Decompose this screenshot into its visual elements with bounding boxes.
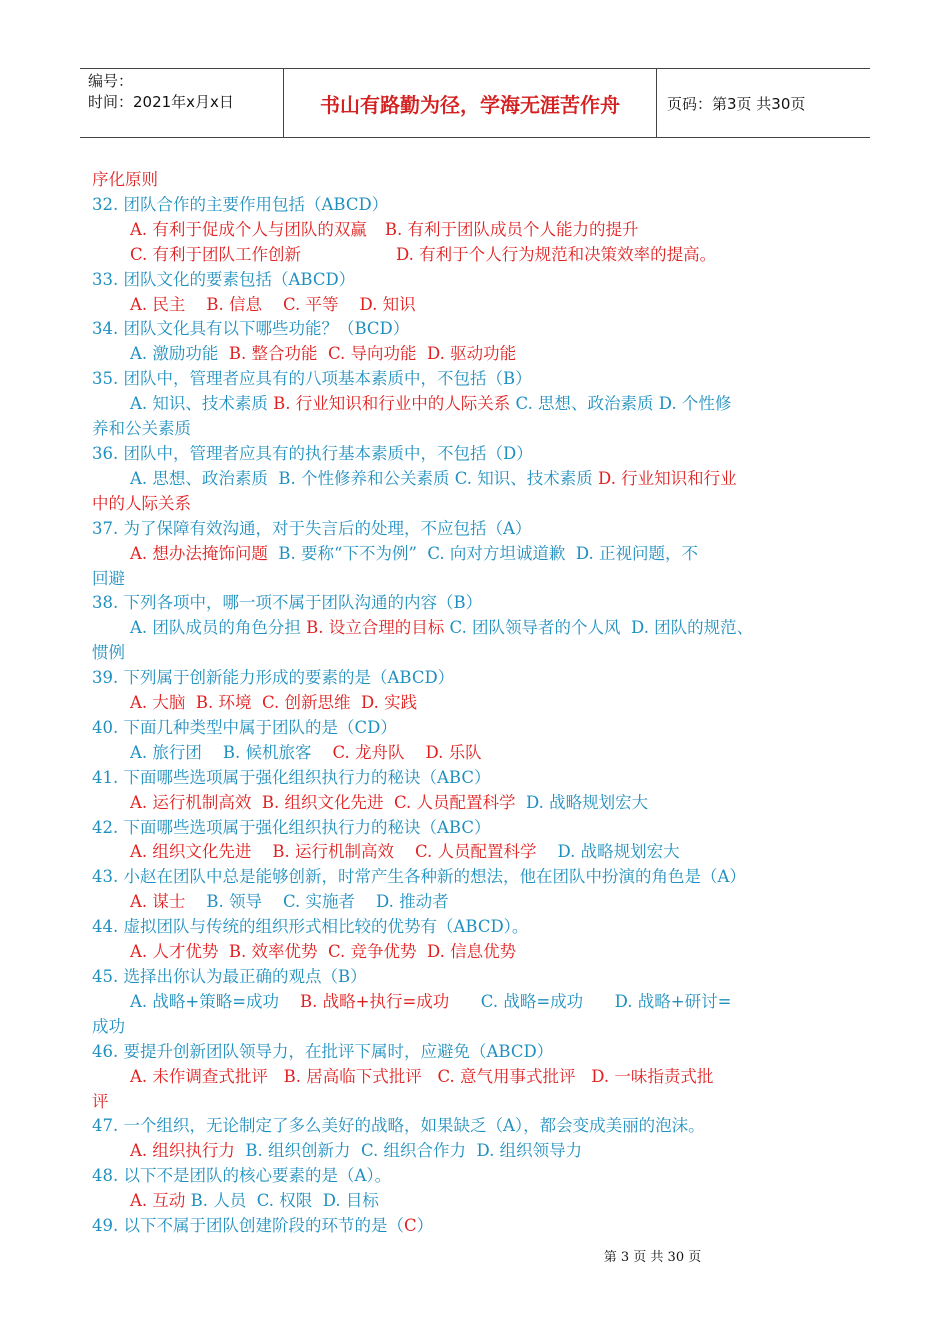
question-40: 40. 下面几种类型中属于团队的是（CD） [92,717,397,737]
option: A. 激励功能 [130,344,219,364]
option: D. 战略规划宏大 [526,792,649,812]
question-42: 42. 下面哪些选项属于强化组织执行力的秘诀（ABC） [92,817,491,837]
text-line: 养和公关素质 [92,419,191,439]
option: B. 行业知识和行业中的人际关系 [273,394,511,414]
option: C. 龙舟队 D. 乐队 [332,742,482,762]
header-motto: 书山有路勤为径，学海无涯苦作舟 [284,69,657,137]
page-header [80,68,870,138]
options-line [92,616,867,641]
option: C. 有利于团队工作创新 [130,244,302,264]
options-line [92,840,867,865]
option: A. 思想、政治素质 B. 个性修养和公关素质 C. 知识、技术素质 [130,468,593,488]
option: A. 谋士 [130,892,186,912]
option: A. 战略+策略=成功 [130,991,280,1011]
option: A. 互动 [130,1191,186,1211]
options-line [92,467,867,492]
option: B. 整合功能 C. 导向功能 D. 驱动功能 [228,344,517,364]
options-line [92,542,867,567]
question-list [92,168,867,1239]
option: B. 战略+执行=成功 [300,991,450,1011]
text-line: 评 [92,1091,109,1111]
text-line: 回避 [92,568,125,588]
option: A. 想办法掩饰问题 [130,543,268,563]
text-line: 序化原则 [92,170,158,189]
options-line [92,1139,867,1164]
option: D. 有利于个人行为规范和决策效率的提高。 [396,244,717,264]
options-line: A. 民主 B. 信息 C. 平等 D. 知识 [130,294,416,314]
options-line [92,791,867,816]
option: A. 运行机制高效 B. 组织文化先进 C. 人员配置科学 [130,792,516,812]
option: A. 团队成员的角色分担 [130,618,301,638]
options-line: A. 未作调查式批评 B. 居高临下式批评 C. 意气用事式批评 D. 一味指责式批 [130,1066,714,1086]
text-line: 中的人际关系 [92,493,191,513]
option: C. 思想、政治素质 D. 个性修 [515,394,732,414]
option: B. 组织创新力 C. 组织合作力 D. 组织领导力 [245,1141,583,1161]
options-line [92,392,867,417]
option: C. 战略=成功 D. 战略+研讨= [480,991,732,1011]
option: D. 战略规划宏大 [557,842,680,862]
code-label: 编号： [88,72,134,90]
option: B. 领导 C. 实施者 D. 推动者 [206,892,449,912]
page-footer: 第 3 页 共 30 页 [603,1250,702,1265]
option: B. 要称“下不为例” C. 向对方坦诚道歉 D. 正视问题，不 [278,543,699,563]
question-32: 32. 团队合作的主要作用包括（ABCD） [92,194,389,214]
question-text: 49. 以下不属于团队创建阶段的环节的是（ [92,1216,404,1236]
option: A. 组织执行力 [130,1141,235,1161]
option: D. 行业知识和行业 [598,468,737,488]
question-36: 36. 团队中，管理者应具有的执行基本素质中，不包括（D） [92,443,533,463]
options-line: A. 大脑 B. 环境 C. 创新思维 D. 实践 [130,693,418,713]
question-48: 48. 以下不是团队的核心要素的是（A）。 [92,1166,392,1186]
options-line [92,1189,867,1214]
question-41: 41. 下面哪些选项属于强化组织执行力的秘诀（ABC） [92,767,491,787]
answer: C [404,1216,417,1236]
question-text-end: ） [416,1216,434,1236]
header-meta [80,69,284,137]
question-47: 47. 一个组织，无论制定了多么美好的战略，如果缺乏（A），都会变成美丽的泡沫。 [92,1116,705,1136]
options-line [92,218,867,243]
question-39: 39. 下列属于创新能力形成的要素的是（ABCD） [92,668,455,688]
option: B. 人员 C. 权限 D. 目标 [190,1191,379,1211]
option: A. 知识、技术素质 [130,394,268,414]
question-37: 37. 为了保障有效沟通，对于失言后的处理，不应包括（A） [92,518,532,538]
options-line [92,342,867,367]
options-line [92,243,867,268]
header-page-info: 页码：第3页 共30页 [667,94,806,113]
option: A. 组织文化先进 B. 运行机制高效 C. 人员配置科学 [130,842,537,862]
question-33: 33. 团队文化的要素包括（ABCD） [92,269,356,289]
question-34: 34. 团队文化具有以下哪些功能？（BCD） [92,319,410,339]
option: B. 有利于团队成员个人能力的提升 [384,219,639,239]
options-line [92,990,867,1015]
question-44: 44. 虚拟团队与传统的组织形式相比较的优势有（ABCD）。 [92,917,529,937]
time-label: 时间：2021年x月x日 [88,93,234,111]
question-45: 45. 选择出你认为最正确的观点（B） [92,967,367,986]
options-line [92,741,867,766]
question-49 [92,1214,867,1239]
question-38: 38. 下列各项中，哪一项不属于团队沟通的内容（B） [92,593,483,613]
option: B. 设立合理的目标 [306,618,445,638]
option: C. 团队领导者的个人风 D. 团队的规范、 [449,618,754,638]
question-43: 43. 小赵在团队中总是能够创新，时常产生各种新的想法，他在团队中扮演的角色是（A） [92,867,746,887]
text-line: 成功 [92,1016,125,1036]
question-35: 35. 团队中，管理者应具有的八项基本素质中，不包括（B） [92,369,532,389]
options-line [92,890,867,915]
option: A. 旅行团 B. 候机旅客 [130,742,312,762]
options-line: A. 人才优势 B. 效率优势 C. 竞争优势 D. 信息优势 [130,942,517,962]
text-line: 惯例 [92,643,125,663]
option: A. 有利于促成个人与团队的双赢 [130,219,367,239]
question-46: 46. 要提升创新团队领导力，在批评下属时，应避免（ABCD） [92,1041,554,1061]
